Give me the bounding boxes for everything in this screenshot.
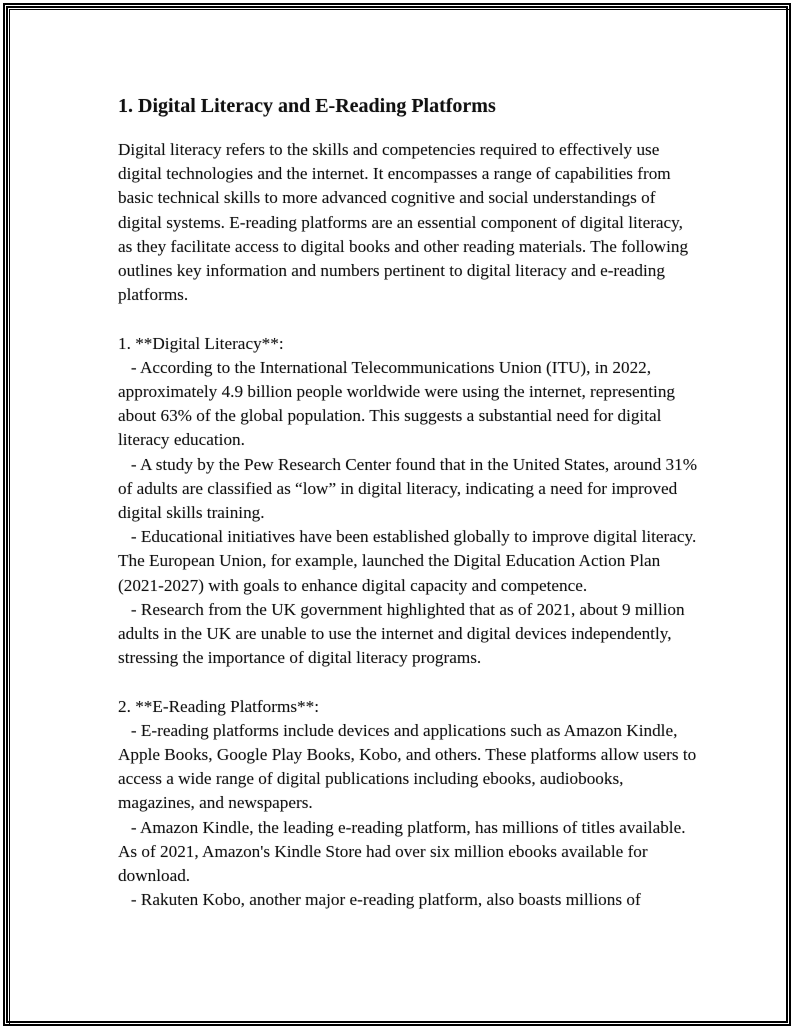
intro-paragraph: Digital literacy refers to the skills and competencies required to effectively use digital technologies and the internet. It encompasses a range of capabilities from basic technical skills to more advanced cognitive and social understandings of digital systems. E-reading platforms are an essential component of digital literacy, as they facilitate access to digital books and other reading materials. The following outlines key information and numbers pertinent to digital literacy and e-reading platforms. [118, 140, 689, 305]
document-body [118, 92, 698, 912]
list-item: - Research from the UK government highlighted that as of 2021, about 9 million adults in the UK are unable to use the internet and digital devices independently, stressing the importance of digital literacy programs. [118, 599, 685, 668]
list-item: - Rakuten Kobo, another major e-reading platform, also boasts millions of [118, 890, 641, 910]
list-item: - E-reading platforms include devices and applications such as Amazon Kindle, Apple Books, Google Play Books, Kobo, and others. These platforms allow users to access a wide range of digital publications including ebooks, audiobooks, magazines, and newspapers. [118, 720, 697, 813]
spacer [118, 307, 698, 331]
list-item: - Educational initiatives have been established globally to improve digital literacy. The European Union, for example, launched the Digital Education Action Plan (2021-2027) with goals to enhance digital capacity and competence. [118, 527, 697, 595]
list-item: - A study by the Pew Research Center found that in the United States, around 31% of adults are classified as “low” in digital literacy, indicating a need for improved digital skills training. [118, 454, 698, 523]
list-item: - According to the International Telecommunications Union (ITU), in 2022, approximately 4.9 billion people worldwide were using the internet, representing about 63% of the global population. This suggests a substantial need for digital literacy education. [118, 357, 676, 450]
spacer [118, 670, 698, 694]
section-heading-digital-literacy: 1. **Digital Literacy**: [118, 333, 284, 353]
section-heading-e-reading-platforms: 2. **E-Reading Platforms**: [118, 696, 319, 716]
document-title: 1. Digital Literacy and E-Reading Platforms [118, 95, 496, 117]
list-item: - Amazon Kindle, the leading e-reading platform, has millions of titles available. As of 2021, Amazon's Kindle Store had over six million ebooks available for download. [118, 817, 686, 886]
